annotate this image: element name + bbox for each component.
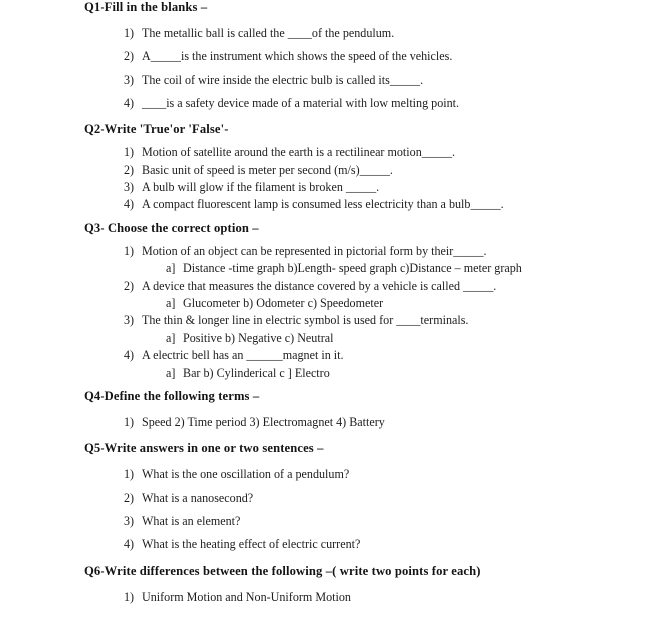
question-item [0, 92, 656, 115]
question-item [0, 144, 656, 161]
spacer [0, 434, 656, 441]
item-marker: 1) [124, 26, 135, 40]
question-section-q1 [0, 0, 656, 122]
spacer [0, 214, 656, 221]
option-text: Glucometer b) Odometer c) Speedometer [183, 296, 384, 311]
item-marker: 4) [124, 95, 135, 110]
item-marker: 1) [124, 243, 135, 258]
question-section-q3 [0, 221, 656, 389]
question-item [0, 487, 656, 510]
spacer [0, 382, 656, 389]
question-item [0, 69, 656, 92]
question-list-q5 [0, 463, 656, 556]
item-text: A electric bell has an ______magnet in it. [142, 348, 344, 363]
question-list-q6 [0, 586, 656, 609]
item-marker: 1) [124, 589, 135, 604]
option-text: Positive b) Negative c) Neutral [183, 330, 334, 345]
item-marker: 4) [124, 348, 135, 363]
item-text: Motion of satellite around the earth is a rectilinear motion_____. [142, 145, 456, 160]
question-heading-q5: Q5-Write answers in one or two sentences – [84, 441, 324, 456]
item-marker: 2) [124, 162, 135, 177]
item-text: ____is a safety device made of a material with low melting point. [142, 95, 460, 110]
question-heading-q2: Q2-Write 'True'or 'False'- [84, 122, 229, 137]
spacer [0, 236, 656, 243]
item-text: A compact fluorescent lamp is consumed less electricity than a bulb_____. [142, 197, 504, 212]
item-text: The metallic ball is called the ____of the pendulum. [142, 26, 395, 40]
option-row [0, 295, 656, 312]
item-text: The coil of wire inside the electric bulb is called its_____. [142, 72, 424, 87]
option-text: Bar b) Cylinderical c ] Electro [183, 365, 330, 380]
question-item [0, 278, 656, 295]
item-marker: 2) [124, 490, 135, 505]
item-text: Uniform Motion and Non-Uniform Motion [142, 589, 351, 604]
item-marker: 4) [124, 537, 135, 552]
spacer [0, 15, 656, 22]
item-marker: 2) [124, 49, 135, 64]
question-section-q6 [0, 564, 656, 616]
spacer [0, 115, 656, 122]
question-section-q4 [0, 389, 656, 441]
item-marker: 3) [124, 180, 135, 194]
spacer [0, 404, 656, 411]
question-list-q3 [0, 243, 656, 382]
item-text: A device that measures the distance covered by a vehicle is called _____. [142, 278, 497, 293]
question-item [0, 162, 656, 179]
item-text: A_____is the instrument which shows the speed of the vehicles. [142, 49, 453, 64]
item-text: What is a nanosecond? [142, 490, 254, 505]
option-marker: a] [166, 330, 176, 345]
spacer [0, 579, 656, 586]
spacer [0, 456, 656, 463]
item-text: Speed 2) Time period 3) Electromagnet 4) Battery [142, 415, 385, 430]
question-item [0, 196, 656, 213]
spacer [0, 137, 656, 144]
question-item [0, 463, 656, 486]
spacer [0, 609, 656, 616]
spacer [0, 557, 656, 564]
item-marker: 3) [124, 513, 135, 528]
option-row [0, 330, 656, 347]
question-item [0, 411, 656, 434]
option-marker: a] [166, 261, 176, 276]
question-item [0, 510, 656, 533]
item-marker: 4) [124, 197, 135, 212]
question-item [0, 22, 656, 45]
item-text: Basic unit of speed is meter per second (m/s)_____. [142, 162, 393, 177]
item-text: What is the one oscillation of a pendulum? [142, 467, 350, 482]
option-marker: a] [166, 365, 176, 380]
item-marker: 3) [124, 313, 135, 328]
question-item [0, 179, 656, 196]
item-text: What is an element? [142, 513, 241, 528]
item-marker: 1) [124, 467, 135, 482]
question-heading-q6: Q6-Write differences between the following –( write two points for each) [84, 563, 481, 578]
item-marker: 1) [124, 415, 135, 430]
item-marker: 2) [124, 278, 135, 293]
item-marker: 3) [124, 72, 135, 87]
question-heading-q1: Q1-Fill in the blanks – [84, 0, 208, 14]
question-item [0, 586, 656, 609]
option-marker: a] [166, 296, 176, 311]
question-heading-q3: Q3- Choose the correct option – [84, 220, 259, 235]
question-item [0, 347, 656, 364]
question-item [0, 243, 656, 260]
item-text: Motion of an object can be represented in pictorial form by their_____. [142, 243, 487, 258]
option-text: Distance -time graph b)Length- speed graph c)Distance – meter graph [183, 261, 522, 276]
question-list-q1 [0, 22, 656, 115]
question-list-q4 [0, 411, 656, 434]
item-text: A bulb will glow if the filament is broken _____. [142, 180, 380, 194]
item-text: The thin & longer line in electric symbol is used for ____terminals. [142, 313, 469, 328]
question-heading-q4: Q4-Define the following terms – [84, 389, 260, 404]
option-row [0, 365, 656, 382]
option-row [0, 260, 656, 277]
question-list-q2 [0, 144, 656, 214]
question-item [0, 533, 656, 556]
question-item [0, 312, 656, 329]
question-item [0, 45, 656, 68]
item-text: What is the heating effect of electric current? [142, 537, 361, 552]
question-section-q5 [0, 441, 656, 563]
question-section-q2 [0, 122, 656, 221]
item-marker: 1) [124, 145, 135, 160]
